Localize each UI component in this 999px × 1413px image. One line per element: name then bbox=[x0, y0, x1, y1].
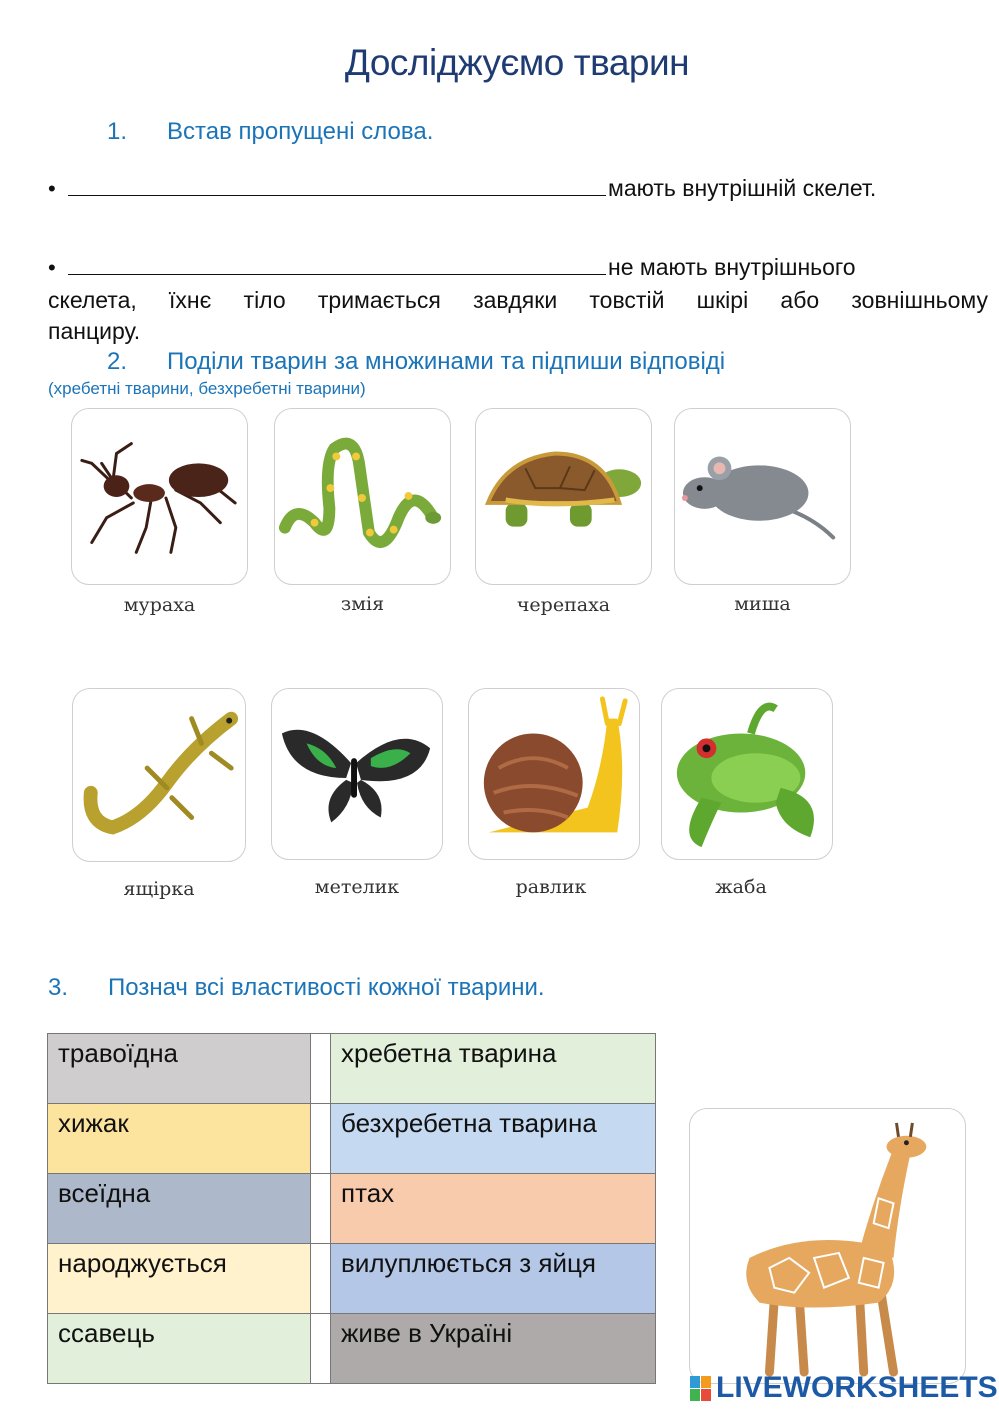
property-row bbox=[48, 1104, 656, 1174]
property-cell-left[interactable]: травоїдна bbox=[48, 1034, 311, 1104]
giraffe-icon bbox=[690, 1109, 965, 1383]
frog-icon bbox=[662, 689, 832, 859]
label-turtle: черепаха bbox=[516, 594, 611, 616]
label-frog: жаба bbox=[715, 876, 767, 898]
property-cell-right[interactable]: птах bbox=[331, 1174, 656, 1244]
property-cell-right[interactable]: живе в Україні bbox=[331, 1314, 656, 1384]
task1-line1 bbox=[48, 175, 988, 202]
task1-heading bbox=[107, 118, 433, 146]
property-row bbox=[48, 1244, 656, 1314]
task2-heading bbox=[107, 348, 725, 376]
lizard-icon bbox=[73, 689, 245, 861]
task2-hint: (хребетні тварини, безхребетні тварини) bbox=[48, 379, 366, 398]
property-cell-left[interactable]: всеїдна bbox=[48, 1174, 311, 1244]
property-row bbox=[48, 1174, 656, 1244]
spacer-cell bbox=[311, 1314, 331, 1384]
label-butterfly: метелик bbox=[314, 876, 400, 898]
property-cell-left[interactable]: хижак bbox=[48, 1104, 311, 1174]
property-cell-right[interactable]: безхребетна тварина bbox=[331, 1104, 656, 1174]
properties-table bbox=[47, 1033, 656, 1384]
line2-tail: не мають внутрішнього bbox=[608, 254, 856, 280]
mouse-icon bbox=[675, 409, 850, 584]
turtle-icon bbox=[476, 409, 651, 584]
task3-number: 3. bbox=[48, 974, 69, 1001]
spacer-cell bbox=[311, 1244, 331, 1314]
animal-card-snake[interactable] bbox=[274, 408, 451, 585]
property-cell-left[interactable]: народжується bbox=[48, 1244, 311, 1314]
blank-field-2[interactable] bbox=[68, 254, 606, 275]
task1-text: Встав пропущені слова. bbox=[167, 118, 434, 145]
liveworksheets-logo: LIVEWORKSHEETS bbox=[716, 1371, 998, 1404]
label-lizard: ящірка bbox=[123, 878, 195, 900]
bullet: • bbox=[48, 176, 56, 201]
animal-card-frog[interactable] bbox=[661, 688, 833, 860]
property-cell-left[interactable]: ссавець bbox=[48, 1314, 311, 1384]
property-row bbox=[48, 1314, 656, 1384]
animal-card-butterfly[interactable] bbox=[271, 688, 443, 860]
task1-number: 1. bbox=[107, 118, 128, 145]
spacer-cell bbox=[311, 1104, 331, 1174]
ant-icon bbox=[72, 409, 247, 584]
label-ant: мураха bbox=[123, 594, 196, 616]
blank-field-1[interactable] bbox=[68, 175, 606, 196]
page-title: Досліджуємо тварин bbox=[344, 42, 690, 83]
task2-number: 2. bbox=[107, 348, 128, 375]
liveworksheets-mark-icon bbox=[690, 1376, 712, 1402]
animal-card-snail[interactable] bbox=[468, 688, 640, 860]
snake-icon bbox=[275, 409, 450, 584]
animal-card-ant[interactable] bbox=[71, 408, 248, 585]
property-row bbox=[48, 1034, 656, 1104]
animal-card-mouse[interactable] bbox=[674, 408, 851, 585]
line2-end: панциру. bbox=[48, 318, 141, 344]
label-snail: равлик bbox=[515, 876, 587, 898]
animal-card-giraffe bbox=[689, 1108, 966, 1384]
task2-text: Поділи тварин за множинами та підпиши відповіді bbox=[167, 348, 726, 375]
line2-continuation: скелета, їхнє тіло тримається завдяки товстій шкірі або зовнішньому bbox=[48, 287, 988, 313]
butterfly-icon bbox=[272, 689, 442, 859]
property-cell-right[interactable]: вилуплюється з яйця bbox=[331, 1244, 656, 1314]
animal-card-turtle[interactable] bbox=[475, 408, 652, 585]
label-mouse: миша bbox=[734, 593, 791, 615]
task3-text: Познач всі властивості кожної тварини. bbox=[108, 974, 545, 1001]
bullet: • bbox=[48, 255, 56, 280]
snail-icon bbox=[469, 689, 639, 859]
task1-line2 bbox=[48, 254, 988, 281]
animal-card-lizard[interactable] bbox=[72, 688, 246, 862]
line1-tail: мають внутрішній скелет. bbox=[608, 175, 877, 201]
spacer-cell bbox=[311, 1034, 331, 1104]
task3-heading bbox=[48, 974, 545, 1002]
label-snake: змія bbox=[340, 593, 385, 615]
spacer-cell bbox=[311, 1174, 331, 1244]
property-cell-right[interactable]: хребетна тварина bbox=[331, 1034, 656, 1104]
